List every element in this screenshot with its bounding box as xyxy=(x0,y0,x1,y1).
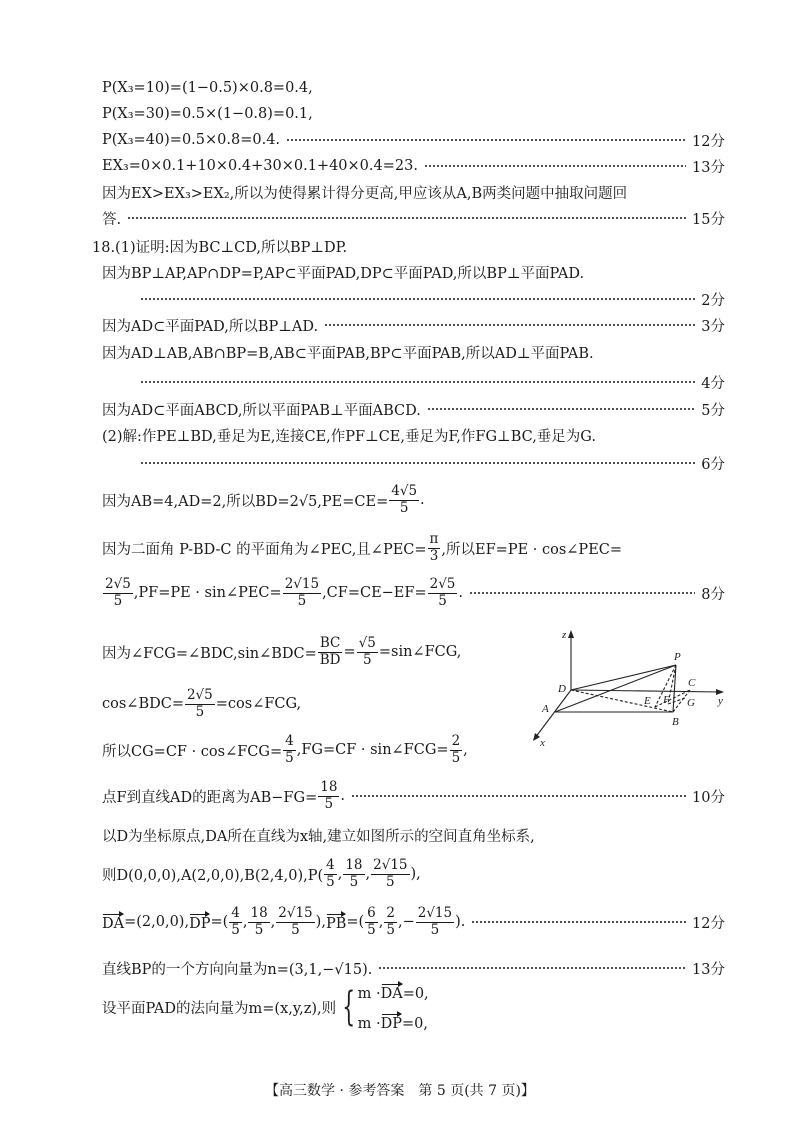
text-run: 因为EX>EX₃>EX₂,所以为使得累计得分更高,甲应该从A,B两类问题中抽取问题回 xyxy=(102,185,628,202)
score-label: 13分 xyxy=(692,159,725,176)
text-run: , xyxy=(378,914,384,930)
vector: DP xyxy=(381,1012,402,1032)
fraction-numerator: 4 xyxy=(231,904,240,921)
fraction xyxy=(365,906,378,938)
text-run: , xyxy=(337,866,343,882)
fraction xyxy=(357,636,378,668)
text-run: P(X₃=10)=(1−0.5)×0.8=0.4, xyxy=(102,80,313,96)
score-label: 2分 xyxy=(701,292,725,309)
text-run: . xyxy=(458,585,463,601)
fraction xyxy=(384,906,397,938)
fraction-numerator: 4√5 xyxy=(391,482,418,499)
fraction-denominator: 5 xyxy=(430,921,440,938)
score-label: 10分 xyxy=(692,789,725,806)
fraction-denominator: 5 xyxy=(324,795,334,812)
answer-line xyxy=(102,179,725,205)
answer-line xyxy=(102,205,725,231)
fraction-numerator: 2 xyxy=(451,732,461,749)
text-run: ,所以EF=PE · cos∠PEC= xyxy=(441,541,623,558)
text-run: 因为BP⊥AP,AP∩DP=P,AP⊂平面PAD,DP⊂平面PAD,所以BP⊥平面PAD. xyxy=(102,265,585,282)
brace: { xyxy=(342,984,356,1030)
coordinate-diagram xyxy=(530,620,740,760)
text-run: , xyxy=(365,866,371,882)
text-run: . xyxy=(340,788,346,804)
text-run: , xyxy=(270,914,276,930)
text-run: =( xyxy=(210,914,229,930)
text-run: (2)解:作PE⊥BD,垂足为E,连接CE,作PF⊥CE,垂足为F,作FG⊥BC,垂足为G. xyxy=(102,428,596,445)
leader-dots xyxy=(286,138,686,142)
text-run: 18.(1)证明:因为BC⊥CD,所以BP⊥DP. xyxy=(92,239,348,256)
leader-dots xyxy=(427,407,695,411)
text-run: 所以CG=CF · cos∠FCG= xyxy=(102,743,283,760)
text-run: ,− xyxy=(397,914,415,930)
text-run: 因为∠FCG=∠BDC,sin∠BDC= xyxy=(102,645,317,662)
answer-line xyxy=(102,101,725,127)
fraction-numerator: 4 xyxy=(326,856,335,873)
leader-dots xyxy=(127,216,686,220)
answer-line xyxy=(102,75,725,101)
fraction-numerator: 18 xyxy=(250,904,268,921)
fraction-denominator: 5 xyxy=(438,592,447,609)
score-label: 4分 xyxy=(701,375,725,392)
fraction xyxy=(428,532,441,564)
label-D: D xyxy=(558,683,566,695)
text-run: 答. xyxy=(102,211,122,228)
fraction-numerator: BC xyxy=(319,634,341,651)
fraction-denominator: 5 xyxy=(285,749,294,766)
text-run: 点F到直线AD的距离为AB−FG= xyxy=(102,789,318,806)
leader-dots xyxy=(378,966,686,970)
fraction xyxy=(371,858,409,890)
fraction xyxy=(103,577,133,609)
score-label: 6分 xyxy=(701,456,725,473)
text-run: cos∠BDC= xyxy=(102,696,184,712)
answer-line xyxy=(102,732,550,766)
text-run: 设平面PAD的法向量为m=(x,y,z),则 xyxy=(102,1000,337,1017)
label-F: F xyxy=(663,694,670,706)
answer-line xyxy=(102,339,725,365)
text-run: ). xyxy=(455,914,466,930)
answer-line xyxy=(92,233,725,259)
fraction-denominator: 5 xyxy=(367,921,376,938)
answer-line xyxy=(134,369,725,395)
fraction-numerator: 2√5 xyxy=(186,686,213,703)
label-B: B xyxy=(672,716,679,728)
fraction-numerator: 6 xyxy=(367,904,376,921)
vector: PB xyxy=(326,912,346,932)
text-run: , xyxy=(463,742,468,758)
label-P: P xyxy=(674,651,681,663)
leader-dots xyxy=(140,380,695,384)
answer-line xyxy=(134,286,725,312)
answer-line xyxy=(102,396,725,422)
fraction-denominator: 5 xyxy=(254,921,264,938)
text-run: =( xyxy=(346,914,365,930)
label-E: E xyxy=(644,695,651,707)
fraction-denominator: 5 xyxy=(386,921,395,938)
answer-line xyxy=(102,904,725,938)
fraction-numerator: 2 xyxy=(386,904,395,921)
answer-line xyxy=(102,955,725,981)
text-run: . xyxy=(420,492,425,508)
label-A: A xyxy=(542,703,549,715)
fraction xyxy=(248,906,269,938)
fraction-numerator: 4 xyxy=(285,732,294,749)
text-run: =sin∠FCG, xyxy=(378,644,462,660)
vector: DA xyxy=(102,912,124,932)
fraction xyxy=(343,858,364,890)
text-run: 直线BP的一个方向向量为n=(3,1,−√15). xyxy=(102,961,373,978)
score-label: 8分 xyxy=(701,586,725,603)
text-run: = xyxy=(343,644,356,660)
leader-dots xyxy=(469,591,695,595)
text-run: =0, xyxy=(401,1016,428,1032)
text-run: ), xyxy=(315,914,326,930)
fraction-denominator: BD xyxy=(319,651,341,668)
text-run: 因为AD⊂平面ABCD,所以平面PAB⊥平面ABCD. xyxy=(102,402,421,419)
vector: DP xyxy=(189,912,210,932)
answer-line xyxy=(134,450,725,476)
answer-line xyxy=(102,634,550,668)
text-run: ,PF=PE · sin∠PEC= xyxy=(133,585,282,601)
score-label: 15分 xyxy=(692,211,725,228)
fraction xyxy=(318,636,343,668)
fraction xyxy=(185,688,215,720)
fraction-numerator: 2√15 xyxy=(278,904,313,921)
fraction xyxy=(276,906,314,938)
answer-line xyxy=(102,856,725,890)
fraction xyxy=(428,577,458,609)
fraction-numerator: 2√5 xyxy=(429,575,456,592)
fraction-denominator: 5 xyxy=(326,873,335,890)
y-axis xyxy=(571,690,720,692)
fraction-numerator: √5 xyxy=(358,634,376,651)
score-label: 5分 xyxy=(701,402,725,419)
text-run: m · xyxy=(357,1016,381,1032)
text-run: , xyxy=(242,914,248,930)
answer-line xyxy=(102,984,725,1032)
answer-line xyxy=(102,575,725,609)
text-run: ), xyxy=(410,866,421,882)
fraction-denominator: 5 xyxy=(349,873,359,890)
fraction xyxy=(389,484,419,516)
answer-line xyxy=(102,530,725,564)
fraction xyxy=(450,734,463,766)
fraction-denominator: 5 xyxy=(231,921,240,938)
fraction xyxy=(229,906,242,938)
score-label: 3分 xyxy=(701,318,725,335)
label-y: y xyxy=(718,695,723,707)
score-label: 13分 xyxy=(692,961,725,978)
answer-line xyxy=(102,822,725,848)
label-C: C xyxy=(688,677,696,689)
equation-system xyxy=(336,982,429,1032)
fraction-numerator: 2√15 xyxy=(284,575,320,592)
label-G: G xyxy=(687,697,695,709)
text-run: =0, xyxy=(402,986,429,1002)
fraction-denominator: 5 xyxy=(195,703,205,720)
answer-line xyxy=(102,686,550,720)
label-x: x xyxy=(540,737,545,749)
text-run: m · xyxy=(357,986,381,1002)
fraction-numerator: 2√15 xyxy=(373,856,408,873)
fraction xyxy=(283,734,296,766)
text-run: 以D为坐标原点,DA所在直线为x轴,建立如图所示的空间直角坐标系, xyxy=(102,828,535,845)
leader-dots xyxy=(324,323,695,327)
text-run: =cos∠FCG, xyxy=(215,696,302,712)
text-run: P(X₃=30)=0.5×(1−0.8)=0.1, xyxy=(102,106,313,122)
text-run: 因为二面角 P-BD-C 的平面角为∠PEC,且∠PEC= xyxy=(102,541,427,558)
leader-dots xyxy=(140,461,695,465)
text-run: ,FG=CF · sin∠FCG= xyxy=(296,742,449,758)
leader-dots xyxy=(351,794,686,798)
fraction-denominator: 5 xyxy=(451,749,461,766)
fraction-denominator: 5 xyxy=(362,651,372,668)
text-run: 因为AB=4,AD=2,所以BD=2√5,PE=CE= xyxy=(102,493,389,510)
text-run: 因为AD⊥AB,AB∩BP=B,AB⊂平面PAB,BP⊂平面PAB,所以AD⊥平面PAB. xyxy=(102,345,594,362)
equation-rows xyxy=(358,982,429,1032)
x-axis xyxy=(535,690,571,738)
fraction-numerator: 18 xyxy=(345,856,363,873)
fraction xyxy=(318,780,339,812)
fraction-denominator: 5 xyxy=(113,592,123,609)
answer-line xyxy=(102,422,725,448)
answer-line xyxy=(102,312,725,338)
answer-line xyxy=(102,482,725,516)
leader-dots xyxy=(471,920,686,924)
text-run: 因为AD⊂平面PAD,所以BP⊥AD. xyxy=(102,318,319,335)
answer-line xyxy=(102,127,725,153)
fraction-numerator: 2√5 xyxy=(105,575,131,592)
text-run: ,CF=CE−EF= xyxy=(322,585,427,601)
fraction-denominator: 3 xyxy=(429,547,439,564)
fraction-denominator: 5 xyxy=(297,592,307,609)
fraction-denominator: 5 xyxy=(386,873,395,890)
leader-dots xyxy=(424,164,686,168)
fraction-denominator: 5 xyxy=(291,921,300,938)
fraction xyxy=(283,577,321,609)
answer-line xyxy=(102,778,725,812)
text-run: P(X₃=40)=0.5×0.8=0.4. xyxy=(102,132,281,148)
fraction-numerator: 2√15 xyxy=(417,904,453,921)
text-run: 则D(0,0,0),A(2,0,0),B(2,4,0),P( xyxy=(102,867,324,884)
fraction xyxy=(324,858,337,890)
fraction xyxy=(416,906,454,938)
fraction-numerator: π xyxy=(429,530,439,547)
fraction-numerator: 18 xyxy=(320,778,338,795)
text-run: EX₃=0×0.1+10×0.4+30×0.1+40×0.4=23. xyxy=(102,158,418,174)
score-label: 12分 xyxy=(692,133,725,150)
equation-row xyxy=(358,1012,429,1032)
answer-line xyxy=(102,259,725,285)
fraction-denominator: 5 xyxy=(399,499,409,516)
score-label: 12分 xyxy=(692,915,725,932)
page-footer: 【高三数学 · 参考答案 第 5 页(共 7 页)】 xyxy=(265,1083,535,1099)
text-run: =(2,0,0), xyxy=(124,914,190,930)
answer-line xyxy=(102,153,725,179)
vector: DA xyxy=(381,982,403,1002)
label-z: z xyxy=(562,629,567,641)
leader-dots xyxy=(140,297,695,301)
equation-row xyxy=(358,982,429,1002)
